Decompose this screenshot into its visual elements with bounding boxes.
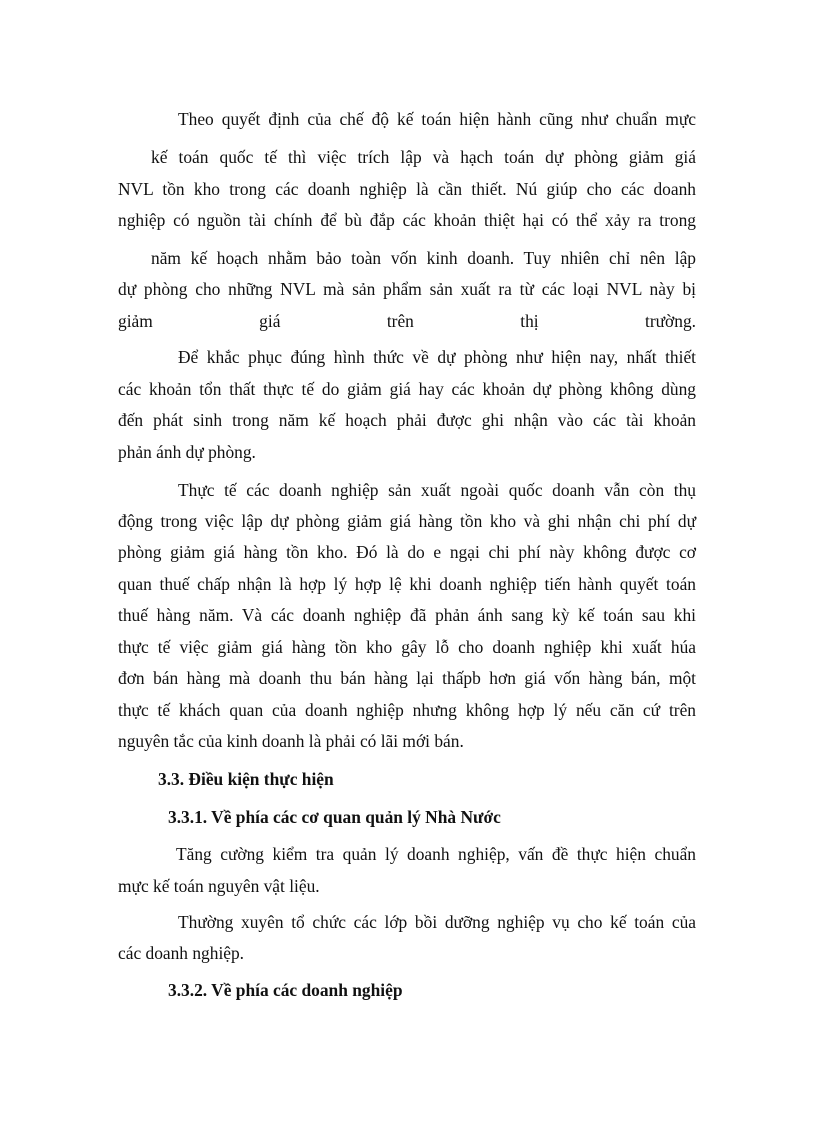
text-line: phản ánh dự phòng. xyxy=(118,442,256,462)
text-line: dự phòng cho những NVL mà sản phẩm sản xuất ra từ các loại NVL này bị xyxy=(118,279,696,299)
text-line: giảm giá trên thị trường. xyxy=(118,311,696,331)
subsection-heading: 3.3.2. Về phía các doanh nghiệp xyxy=(168,980,403,1000)
text-line: thực tế khách quan của doanh nghiệp nhưng không hợp lý nếu căn cứ trên xyxy=(118,700,696,720)
subsection-heading: 3.3.1. Về phía các cơ quan quản lý Nhà Nước xyxy=(168,807,501,827)
text-line: Để khắc phục đúng hình thức về dự phòng như hiện nay, nhất thiết xyxy=(178,347,696,367)
text-line: năm kế hoạch nhằm bảo toàn vốn kinh doanh. Tuy nhiên chỉ nên lập xyxy=(151,248,696,268)
text-line: Thường xuyên tổ chức các lớp bồi dưỡng nghiệp vụ cho kế toán của xyxy=(178,912,696,932)
text-line: các khoản tổn thất thực tế do giảm giá hay các khoản dự phòng không dùng xyxy=(118,379,696,399)
text-line: Thực tế các doanh nghiệp sản xuất ngoài quốc doanh vẫn còn thụ xyxy=(178,480,696,500)
text-line: đơn bán hàng mà doanh thu bán hàng lại thấpb hơn giá vốn hàng bán, một xyxy=(118,668,696,688)
text-line: thực tế việc giảm giá hàng tồn kho gây lỗ cho doanh nghiệp khi xuất húa xyxy=(118,637,696,657)
text-line: nghiệp có nguồn tài chính để bù đắp các khoản thiệt hại có thể xảy ra trong xyxy=(118,210,696,230)
text-line: phòng giảm giá hàng tồn kho. Đó là do e ngại chi phí này không được cơ xyxy=(118,542,696,562)
section-heading: 3.3. Điều kiện thực hiện xyxy=(158,769,334,789)
text-line: mực kế toán nguyên vật liệu. xyxy=(118,876,320,896)
text-line: quan thuế chấp nhận là hợp lý hợp lệ khi doanh nghiệp tiến hành quyết toán xyxy=(118,574,696,594)
text-line: kế toán quốc tế thì việc trích lập và hạch toán dự phòng giảm giá xyxy=(151,147,696,167)
text-line: thuế hàng năm. Và các doanh nghiệp đã phản ánh sang kỳ kế toán sau khi xyxy=(118,605,696,625)
text-line: nguyên tắc của kinh doanh là phải có lãi mới bán. xyxy=(118,731,464,751)
text-line: NVL tồn kho trong các doanh nghiệp là cần thiết. Nú giúp cho các doanh xyxy=(118,179,696,199)
text-line: các doanh nghiệp. xyxy=(118,943,245,963)
text-line: Theo quyết định của chế độ kế toán hiện hành cũng như chuẩn mực xyxy=(178,109,696,129)
text-line: đến phát sinh trong năm kế hoạch phải được ghi nhận vào các tài khoản xyxy=(118,410,696,430)
text-line: Tăng cường kiểm tra quản lý doanh nghiệp, vấn đề thực hiện chuẩn xyxy=(176,844,696,864)
text-line: động trong việc lập dự phòng giảm giá hàng tồn kho và ghi nhận chi phí dự xyxy=(118,511,696,531)
